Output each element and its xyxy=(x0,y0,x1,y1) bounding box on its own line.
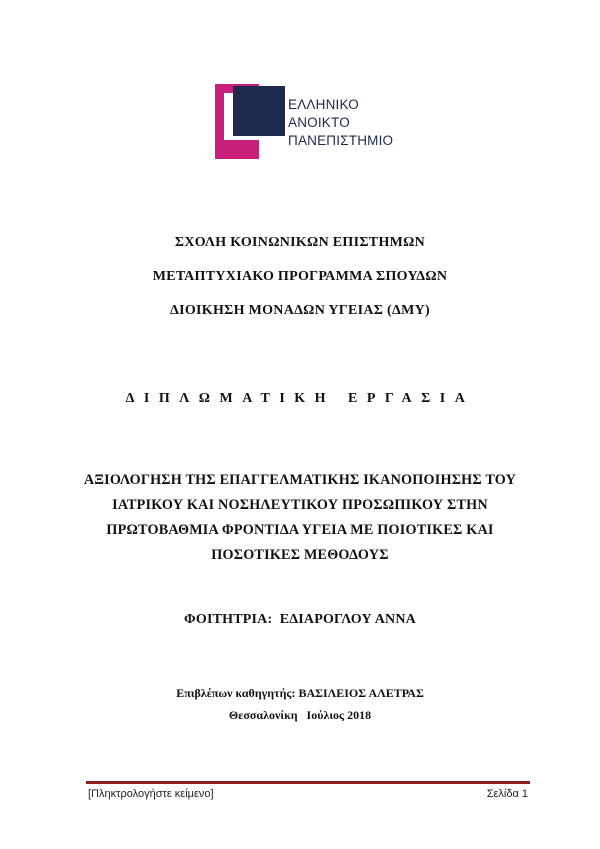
logo-wordmark xyxy=(288,96,393,150)
student-line xyxy=(0,612,600,628)
school-name: ΣΧΟΛΗ ΚΟΙΝΩΝΙΚΩΝ ΕΠΙΣΤΗΜΩΝ xyxy=(174,235,426,250)
student-name: ΦΟΙΤΗΤΡΙΑ: ΕΔΙΑΡΟΓΛΟΥ ΑΝΝΑ xyxy=(184,612,416,627)
logo-line-2: ΑΝΟΙΚΤΟ xyxy=(288,115,350,130)
thesis-title xyxy=(70,468,530,568)
logo-line-3: ΠΑΝΕΠΙΣΤΗΜΙΟ xyxy=(288,133,394,148)
logo-line-1: ΕΛΛΗΝΙΚΟ xyxy=(288,97,359,112)
place-date-line xyxy=(0,708,600,723)
logo-mark-icon xyxy=(215,84,285,159)
thesis-title-line-1: ΑΞΙΟΛΟΓΗΣΗ ΤΗΣ ΕΠΑΓΓΕΛΜΑΤΙΚΗΣ ΙΚΑΝΟΠΟΙΗΣΗΣ ΤΟΥ xyxy=(83,472,517,488)
thesis-title-line-4: ΠΟΣΟΤΙΚΕΣ ΜΕΘΟΔΟΥΣ xyxy=(211,547,389,563)
specialization-name: ΔΙΟΙΚΗΣΗ ΜΟΝΑΔΩΝ ΥΓΕΙΑΣ (ΔΜΥ) xyxy=(170,303,430,318)
thesis-title-line-3: ΠΡΩΤΟΒΑΘΜΙΑ ΦΡΟΝΤΙΔΑ ΥΓΕΙΑ ΜΕ ΠΟΙΟΤΙΚΕΣ ΚΑΙ xyxy=(106,522,494,538)
thesis-title-line-2: ΙΑΤΡΙΚΟΥ ΚΑΙ ΝΟΣΗΛΕΥΤΙΚΟΥ ΠΡΟΣΩΠΙΚΟΥ ΣΤΗΝ xyxy=(112,497,488,513)
page-number: Σελίδα 1 xyxy=(486,788,528,800)
university-logo xyxy=(215,84,415,159)
footer-placeholder-field[interactable]: [Πληκτρολογήστε κείμενο] xyxy=(88,788,214,800)
document-type: ΔΙΠΛΩΜΑΤΙΚΗ ΕΡΓΑΣΙΑ xyxy=(125,391,475,406)
footer-divider xyxy=(86,781,530,784)
supervisor-line: Επιβλέπων καθηγητής: ΒΑΣΙΛΕΙΟΣ ΑΛΕΤΡΑΣ xyxy=(176,686,424,700)
programme-name: ΜΕΤΑΠΤΥΧΙΑΚΟ ΠΡΟΓΡΑΜΜΑ ΣΠΟΥΔΩΝ xyxy=(152,269,448,284)
place-date: Θεσσαλονίκη Ιούλιος 2018 xyxy=(228,708,372,722)
